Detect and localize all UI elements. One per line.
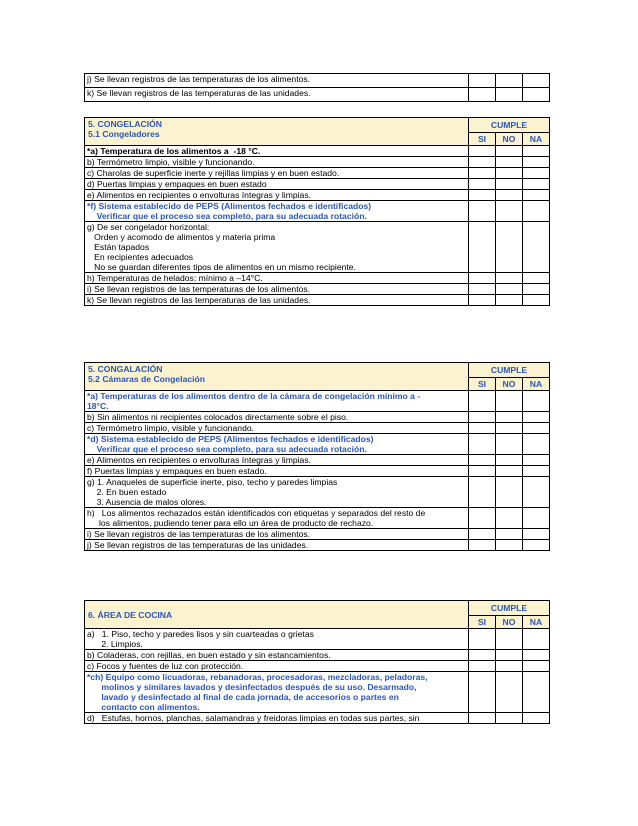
check-cell-na[interactable] — [523, 423, 550, 434]
checklist-item-text: g) De ser congelador horizontal: Orden y acomodo de alimentos y materia prima Están tapados En recipientes adecuados No se guardan diferentes tipos de alimentos en un mismo recipiente. — [85, 222, 469, 273]
check-cell-na[interactable] — [523, 157, 550, 168]
section-area-cocina — [84, 600, 550, 724]
check-cell-na[interactable] — [523, 455, 550, 466]
table-row — [85, 713, 550, 724]
checklist-item-text: h) Temperaturas de helados: mínimo a –14°C. — [85, 273, 469, 284]
check-cell-si[interactable] — [469, 629, 496, 650]
check-cell-na[interactable] — [523, 201, 550, 222]
col-no: NO — [496, 378, 523, 391]
check-cell-si[interactable] — [469, 650, 496, 661]
table-row — [85, 391, 550, 412]
checklist-item-text: *a) Temperatura de los alimentos a -18 °C. — [85, 146, 469, 157]
section-title: 5. CONGALACIÓN 5.2 Cámaras de Congelación — [85, 363, 469, 391]
check-cell-si[interactable] — [469, 295, 496, 306]
section-congeladores — [84, 117, 550, 306]
check-cell-na[interactable] — [523, 661, 550, 672]
row-text: k) Se llevan registros de las temperaturas de las unidades. — [85, 88, 469, 102]
check-cell-no[interactable] — [496, 295, 523, 306]
check-cell-no[interactable] — [496, 455, 523, 466]
check-cell-no[interactable] — [496, 222, 523, 273]
col-na: NA — [523, 378, 550, 391]
table-row — [85, 455, 550, 466]
check-cell-na[interactable] — [523, 146, 550, 157]
check-cell-na[interactable] — [523, 391, 550, 412]
continuation-table — [84, 73, 550, 102]
section-header — [85, 601, 550, 616]
check-cell-si[interactable] — [469, 540, 496, 551]
check-cell-si[interactable] — [469, 434, 496, 455]
check-cell-no[interactable] — [496, 412, 523, 423]
check-cell-na[interactable] — [523, 412, 550, 423]
table-row — [85, 477, 550, 508]
check-cell-no[interactable] — [496, 179, 523, 190]
check-cell-si[interactable] — [469, 455, 496, 466]
check-cell-na[interactable] — [523, 650, 550, 661]
col-si: SI — [469, 616, 496, 629]
table-row — [85, 412, 550, 423]
check-cell-na[interactable] — [523, 466, 550, 477]
check-cell-no[interactable] — [496, 284, 523, 295]
table-row — [85, 190, 550, 201]
checklist-item-text: d) Estufas, hornos, planchas, salamandras y freidoras limpias en todas sus partes, sin — [85, 713, 469, 724]
table-row — [85, 157, 550, 168]
table-row — [85, 629, 550, 650]
check-cell-si[interactable] — [469, 284, 496, 295]
check-cell-si[interactable] — [469, 661, 496, 672]
col-no: NO — [496, 616, 523, 629]
check-cell-no[interactable] — [496, 529, 523, 540]
check-cell-no[interactable] — [496, 466, 523, 477]
check-cell-no[interactable] — [496, 713, 523, 724]
section-header — [85, 363, 550, 378]
check-cell-na[interactable] — [523, 713, 550, 724]
check-cell-si[interactable] — [469, 201, 496, 222]
col-si: SI — [469, 133, 496, 146]
table-row — [85, 168, 550, 179]
check-cell-na[interactable] — [523, 179, 550, 190]
checklist-item-text: g) 1. Anaqueles de superficie inerte, piso, techo y paredes limpias 2. En buen estado 3. Ausencia de malos olores. — [85, 477, 469, 508]
check-cell-na[interactable] — [523, 190, 550, 201]
check-cell-no[interactable] — [496, 190, 523, 201]
table-row — [85, 466, 550, 477]
table-row — [85, 434, 550, 455]
check-cell-si[interactable] — [469, 477, 496, 508]
checklist-item-text: *a) Temperaturas de los alimentos dentro de la cámara de congelación mínimo a - 18°C. — [85, 391, 469, 412]
cumple-header: CUMPLE — [469, 118, 550, 133]
section-title: 6. ÁREA DE COCINA — [85, 601, 469, 629]
check-cell-na[interactable] — [523, 434, 550, 455]
check-cell-si[interactable] — [469, 168, 496, 179]
check-cell-si[interactable] — [469, 466, 496, 477]
check-cell-no[interactable] — [496, 423, 523, 434]
table-row — [85, 672, 550, 713]
table-row — [85, 179, 550, 190]
check-cell-no[interactable] — [496, 629, 523, 650]
table-row — [85, 423, 550, 434]
checklist-item-text: b) Termómetro limpio, visible y funcionando. — [85, 157, 469, 168]
section-title: 5. CONGELACIÓN 5.1 Congeladores — [85, 118, 469, 146]
checklist-item-text: c) Termómetro limpio, visible y funcionando. — [85, 423, 469, 434]
check-cell-no[interactable] — [496, 88, 523, 102]
check-cell-si[interactable] — [469, 713, 496, 724]
check-cell-si[interactable] — [469, 146, 496, 157]
checklist-item-text: f) Puertas limpias y empaques en buen estado. — [85, 466, 469, 477]
checklist-item-text: c) Focos y fuentes de luz con protección. — [85, 661, 469, 672]
check-cell-na[interactable] — [523, 88, 550, 102]
check-cell-si[interactable] — [469, 423, 496, 434]
check-cell-no[interactable] — [496, 540, 523, 551]
checklist-item-text: i) Se llevan registros de las temperaturas de los alimentos. — [85, 529, 469, 540]
col-si: SI — [469, 378, 496, 391]
checklist-item-text: h) Los alimentos rechazados están identificados con etiquetas y separados del resto de los alimentos, pudiendo tener para ello un área de producto de rechazo. — [85, 508, 469, 529]
table-row — [85, 540, 550, 551]
check-cell-si[interactable] — [469, 157, 496, 168]
check-cell-no[interactable] — [496, 661, 523, 672]
checklist-item-text: c) Charolas de superficie inerte y rejillas limpias y en buen estado. — [85, 168, 469, 179]
check-cell-na[interactable] — [523, 477, 550, 508]
check-cell-no[interactable] — [496, 168, 523, 179]
check-cell-no[interactable] — [496, 434, 523, 455]
check-cell-na[interactable] — [523, 295, 550, 306]
check-cell-na[interactable] — [523, 508, 550, 529]
check-cell-no[interactable] — [496, 201, 523, 222]
col-na: NA — [523, 133, 550, 146]
table-row — [85, 222, 550, 273]
check-cell-si[interactable] — [469, 222, 496, 273]
table-row — [85, 201, 550, 222]
check-cell-si[interactable] — [469, 88, 496, 102]
check-cell-na[interactable] — [523, 529, 550, 540]
check-cell-no[interactable] — [496, 157, 523, 168]
check-cell-si[interactable] — [469, 273, 496, 284]
check-cell-no[interactable] — [496, 672, 523, 713]
table-row — [85, 508, 550, 529]
check-cell-no[interactable] — [496, 391, 523, 412]
check-cell-no[interactable] — [496, 273, 523, 284]
check-cell-no[interactable] — [496, 74, 523, 88]
checklist-item-text: d) Puertas limpias y empaques en buen estado — [85, 179, 469, 190]
table-row — [85, 273, 550, 284]
checklist-item-text: k) Se llevan registros de las temperaturas de las unidades. — [85, 295, 469, 306]
checklist-item-text: b) Coladeras, con rejillas, en buen estado y sin estancamientos. — [85, 650, 469, 661]
checklist-item-text: *ch) Equipo como licuadoras, rebanadoras, procesadoras, mezcladoras, peladoras, molinos y similares lavados y desinfectados después de su uso. Desarmado, lavado y desinfectado al final de cada jornada, de accesorios o partes en contacto con alimentos. — [85, 672, 469, 713]
table-row — [85, 529, 550, 540]
check-cell-si[interactable] — [469, 529, 496, 540]
check-cell-na[interactable] — [523, 74, 550, 88]
check-cell-si[interactable] — [469, 74, 496, 88]
check-cell-si[interactable] — [469, 391, 496, 412]
table-row — [85, 661, 550, 672]
check-cell-no[interactable] — [496, 477, 523, 508]
col-no: NO — [496, 133, 523, 146]
check-cell-na[interactable] — [523, 284, 550, 295]
table-row — [85, 146, 550, 157]
check-cell-no[interactable] — [496, 146, 523, 157]
checklist-item-text: b) Sin alimentos ni recipientes colocados directamente sobre el piso. — [85, 412, 469, 423]
check-cell-na[interactable] — [523, 273, 550, 284]
checklist-item-text: e) Alimentos en recipientes o envolturas íntegras y limpias. — [85, 190, 469, 201]
section-camaras — [84, 362, 550, 551]
cumple-header: CUMPLE — [469, 601, 550, 616]
check-cell-na[interactable] — [523, 672, 550, 713]
cumple-header: CUMPLE — [469, 363, 550, 378]
checklist-item-text: e) Alimentos en recipientes o envolturas íntegras y limpias. — [85, 455, 469, 466]
check-cell-na[interactable] — [523, 222, 550, 273]
check-cell-no[interactable] — [496, 508, 523, 529]
check-cell-na[interactable] — [523, 168, 550, 179]
table-row — [85, 650, 550, 661]
table-row — [85, 88, 550, 102]
check-cell-si[interactable] — [469, 190, 496, 201]
checklist-item-text: i) Se llevan registros de las temperaturas de los alimentos. — [85, 284, 469, 295]
check-cell-na[interactable] — [523, 629, 550, 650]
check-cell-si[interactable] — [469, 508, 496, 529]
table-row — [85, 74, 550, 88]
check-cell-na[interactable] — [523, 540, 550, 551]
col-na: NA — [523, 616, 550, 629]
row-text: j) Se llevan registros de las temperaturas de los alimentos. — [85, 74, 469, 88]
table-row — [85, 295, 550, 306]
section-header — [85, 118, 550, 133]
table-row — [85, 284, 550, 295]
check-cell-si[interactable] — [469, 179, 496, 190]
checklist-item-text: *f) Sistema establecido de PEPS (Alimentos fechados e identificados) Verificar que el proceso sea completo, para su adecuada rotación. — [85, 201, 469, 222]
checklist-item-text: *d) Sistema establecido de PEPS (Alimentos fechados e identificados) Verificar que el proceso sea completo, para su adecuada rotación. — [85, 434, 469, 455]
checklist-item-text: a) 1. Piso, techo y paredes lisos y sin cuarteadas o grietas 2. Limpios. — [85, 629, 469, 650]
check-cell-si[interactable] — [469, 672, 496, 713]
check-cell-no[interactable] — [496, 650, 523, 661]
check-cell-si[interactable] — [469, 412, 496, 423]
checklist-item-text: j) Se llevan registros de las temperaturas de las unidades. — [85, 540, 469, 551]
